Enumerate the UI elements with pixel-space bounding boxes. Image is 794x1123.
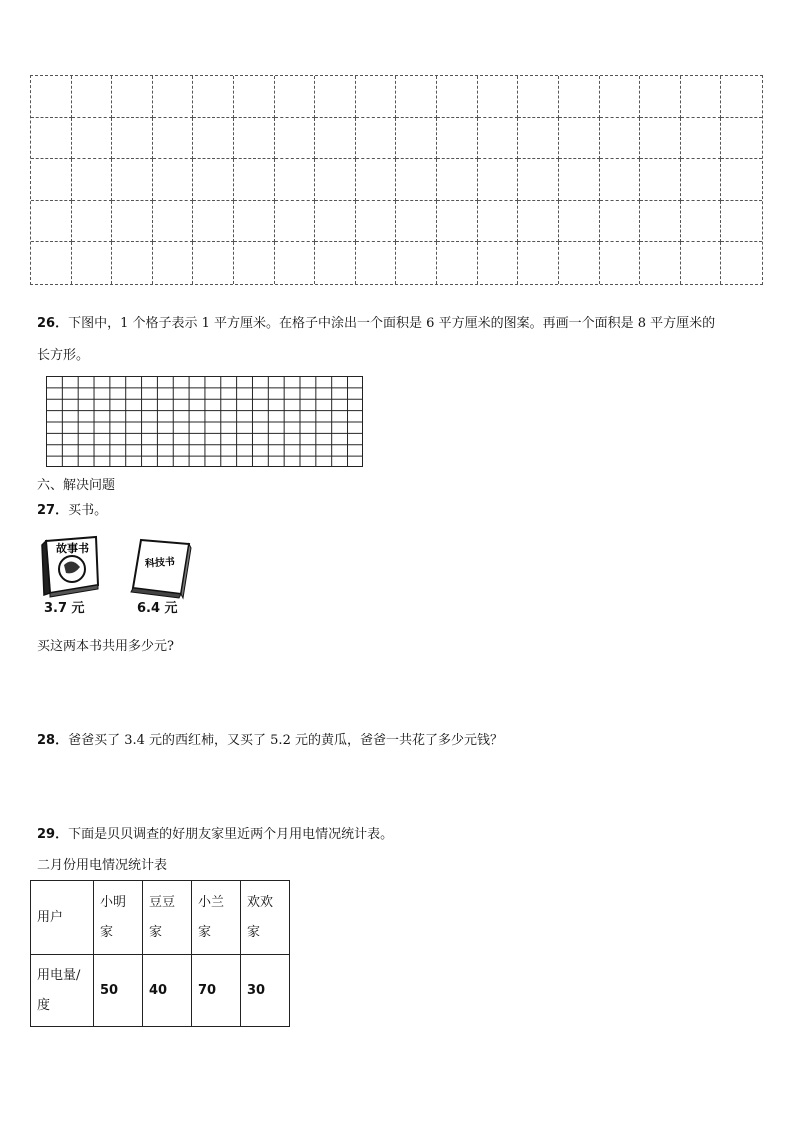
grid-cell — [72, 118, 113, 160]
grid-cell — [153, 159, 194, 201]
grid-cell — [193, 118, 234, 160]
grid-cell — [153, 201, 194, 243]
grid-cell — [640, 201, 681, 243]
table-cell: 30 — [241, 955, 290, 1027]
q27-question: 买这两本书共用多少元? — [37, 639, 174, 654]
table-title: 二月份用电情况统计表 — [37, 858, 168, 873]
q28-text: 28．爸爸买了 3.4 元的西红柿，又买了 5.2 元的黄瓜，爸爸一共花了多少元钱？ — [37, 733, 503, 748]
table-header-row — [31, 881, 290, 955]
table-cell: 40 — [143, 955, 192, 1027]
table-header-cell: 小兰家 — [192, 881, 241, 955]
science-book-price: 6.4 元 — [137, 601, 178, 616]
grid-cell — [721, 242, 762, 284]
story-book-price: 3.7 元 — [44, 601, 85, 616]
grid-cell — [356, 242, 397, 284]
table-header-cell: 欢欢家 — [241, 881, 290, 955]
science-book-cover-text: 科技书 — [144, 556, 176, 570]
grid-cell — [518, 201, 559, 243]
grid-cell — [478, 76, 519, 118]
writing-grid — [30, 75, 763, 285]
grid-cell — [193, 76, 234, 118]
grid-cell — [518, 118, 559, 160]
grid-cell — [275, 118, 316, 160]
grid-cell — [681, 118, 722, 160]
grid-cell — [640, 76, 681, 118]
grid-cell — [518, 159, 559, 201]
grid-cell — [31, 201, 72, 243]
grid-cell — [315, 118, 356, 160]
q27-title: 27．买书。 — [37, 503, 108, 518]
story-book-cover-text: 故事书 — [56, 542, 89, 555]
grid-cell — [437, 118, 478, 160]
grid-cell — [559, 242, 600, 284]
grid-cell — [396, 76, 437, 118]
q26-line1: 26．下图中，1 个格子表示 1 平方厘米。在格子中涂出一个面积是 6 平方厘米的图案。再画一个面积是 8 平方厘米的 — [37, 316, 716, 331]
table-header-cell: 用户 — [31, 881, 94, 955]
grid-cell — [31, 159, 72, 201]
grid-cell — [356, 159, 397, 201]
grid-cell — [112, 76, 153, 118]
table-cell: 70 — [192, 955, 241, 1027]
grid-cell — [478, 118, 519, 160]
grid-cell — [518, 242, 559, 284]
grid-cell — [72, 201, 113, 243]
grid-cell — [112, 118, 153, 160]
grid-cell — [681, 242, 722, 284]
grid-cell — [559, 159, 600, 201]
table-header-cell: 豆豆家 — [143, 881, 192, 955]
grid-cell — [640, 159, 681, 201]
grid-cell — [721, 159, 762, 201]
grid-cell — [315, 159, 356, 201]
grid-cell — [681, 159, 722, 201]
grid-cell — [681, 76, 722, 118]
q26-number: 26． — [37, 316, 69, 331]
square-grid — [46, 376, 363, 467]
grid-cell — [559, 118, 600, 160]
grid-cell — [600, 76, 641, 118]
grid-cell — [234, 159, 275, 201]
grid-cell — [356, 76, 397, 118]
grid-cell — [437, 159, 478, 201]
grid-cell — [600, 242, 641, 284]
story-book-image — [36, 535, 102, 599]
grid-cell — [396, 159, 437, 201]
grid-cell — [31, 242, 72, 284]
grid-cell — [112, 201, 153, 243]
grid-cell — [356, 201, 397, 243]
grid-cell — [518, 76, 559, 118]
q26-line2: 长方形。 — [37, 348, 90, 363]
table-header-cell: 小明家 — [94, 881, 143, 955]
grid-cell — [153, 76, 194, 118]
grid-cell — [600, 118, 641, 160]
table-row — [31, 955, 290, 1027]
grid-cell — [600, 201, 641, 243]
grid-cell — [396, 201, 437, 243]
grid-cell — [478, 242, 519, 284]
grid-cell — [234, 76, 275, 118]
grid-cell — [193, 159, 234, 201]
grid-cell — [640, 118, 681, 160]
grid-cell — [112, 159, 153, 201]
section-title: 六、解决问题 — [37, 478, 116, 493]
grid-cell — [721, 201, 762, 243]
grid-cell — [234, 242, 275, 284]
grid-cell — [72, 242, 113, 284]
grid-cell — [72, 76, 113, 118]
grid-cell — [31, 76, 72, 118]
grid-cell — [31, 118, 72, 160]
grid-cell — [559, 201, 600, 243]
grid-cell — [396, 242, 437, 284]
grid-cell — [275, 159, 316, 201]
grid-cell — [721, 76, 762, 118]
grid-cell — [437, 242, 478, 284]
grid-cell — [275, 242, 316, 284]
table-row-label: 用电量/度 — [31, 955, 94, 1027]
grid-cell — [478, 201, 519, 243]
science-book-image — [127, 536, 193, 600]
grid-cell — [234, 201, 275, 243]
grid-cell — [721, 118, 762, 160]
table-cell: 50 — [94, 955, 143, 1027]
q29-text: 29．下面是贝贝调查的好朋友家里近两个月用电情况统计表。 — [37, 827, 394, 842]
grid-cell — [153, 242, 194, 284]
grid-cell — [478, 159, 519, 201]
grid-cell — [315, 76, 356, 118]
grid-cell — [315, 201, 356, 243]
grid-cell — [112, 242, 153, 284]
grid-cell — [356, 118, 397, 160]
grid-cell — [193, 201, 234, 243]
grid-cell — [153, 118, 194, 160]
grid-cell — [559, 76, 600, 118]
grid-cell — [437, 201, 478, 243]
electricity-table — [30, 880, 290, 1027]
grid-cell — [72, 159, 113, 201]
grid-cell — [315, 242, 356, 284]
grid-cell — [275, 76, 316, 118]
grid-cell — [275, 201, 316, 243]
grid-cell — [234, 118, 275, 160]
grid-cell — [681, 201, 722, 243]
grid-cell — [640, 242, 681, 284]
grid-cell — [396, 118, 437, 160]
grid-cell — [600, 159, 641, 201]
grid-cell — [437, 76, 478, 118]
grid-cell — [193, 242, 234, 284]
